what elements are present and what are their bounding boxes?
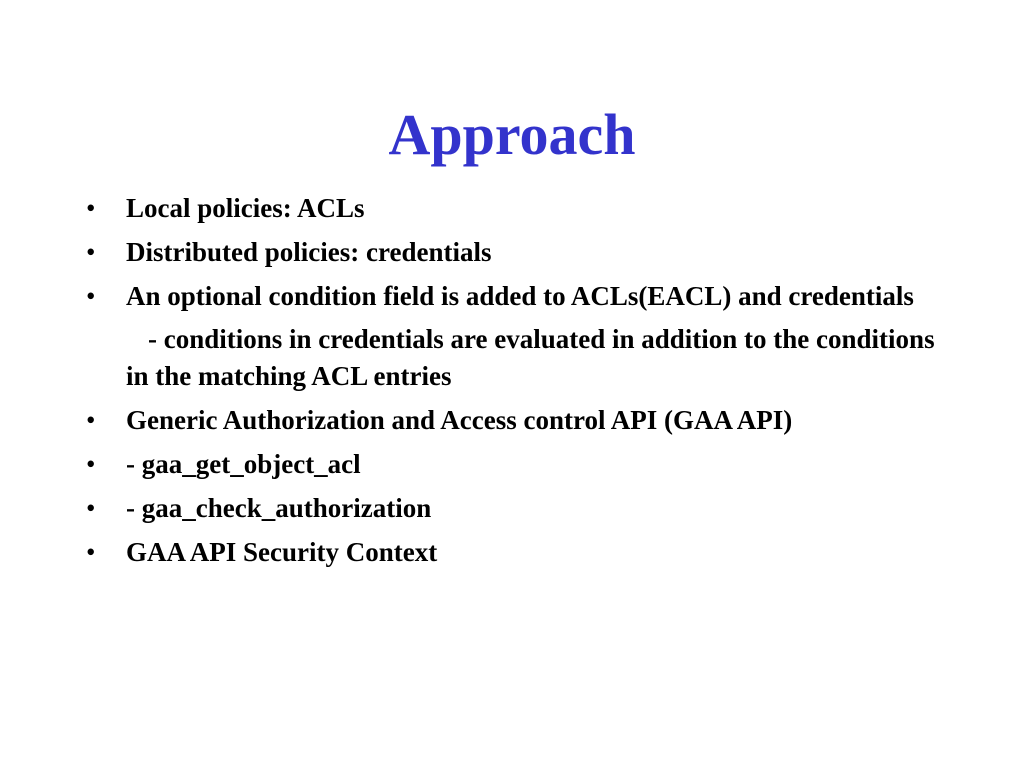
bullet-item: [86, 190, 946, 227]
bullet-icon: •: [86, 405, 96, 435]
bullet-icon: •: [86, 193, 96, 223]
bullet-icon: •: [86, 237, 96, 267]
sub-item-text: - conditions in credentials are evaluated in addition to the conditions in the matching ACL entries: [126, 324, 935, 391]
bullet-item: [86, 278, 946, 315]
bullet-icon: •: [86, 281, 96, 311]
bullet-text: - gaa_get_object_acl: [126, 449, 361, 479]
bullet-text: GAA API Security Context: [126, 537, 438, 567]
bullet-item: [86, 490, 946, 527]
bullet-item: [86, 446, 946, 483]
bullet-item: [86, 234, 946, 271]
bullet-text: An optional condition field is added to ACLs(EACL) and credentials: [126, 281, 914, 311]
bullet-text: Local policies: ACLs: [126, 193, 365, 223]
bullet-icon: •: [86, 493, 96, 523]
bullet-text: - gaa_check_authorization: [126, 493, 432, 523]
bullet-text: Generic Authorization and Access control API (GAA API): [126, 405, 793, 435]
bullet-text: Distributed policies: credentials: [126, 237, 492, 267]
bullet-item: [86, 534, 946, 571]
bullet-icon: •: [86, 449, 96, 479]
bullet-item: [86, 402, 946, 439]
slide-title: Approach: [388, 102, 636, 167]
bullet-icon: •: [86, 537, 96, 567]
bullet-list: [86, 190, 946, 578]
sub-item: [86, 321, 946, 395]
